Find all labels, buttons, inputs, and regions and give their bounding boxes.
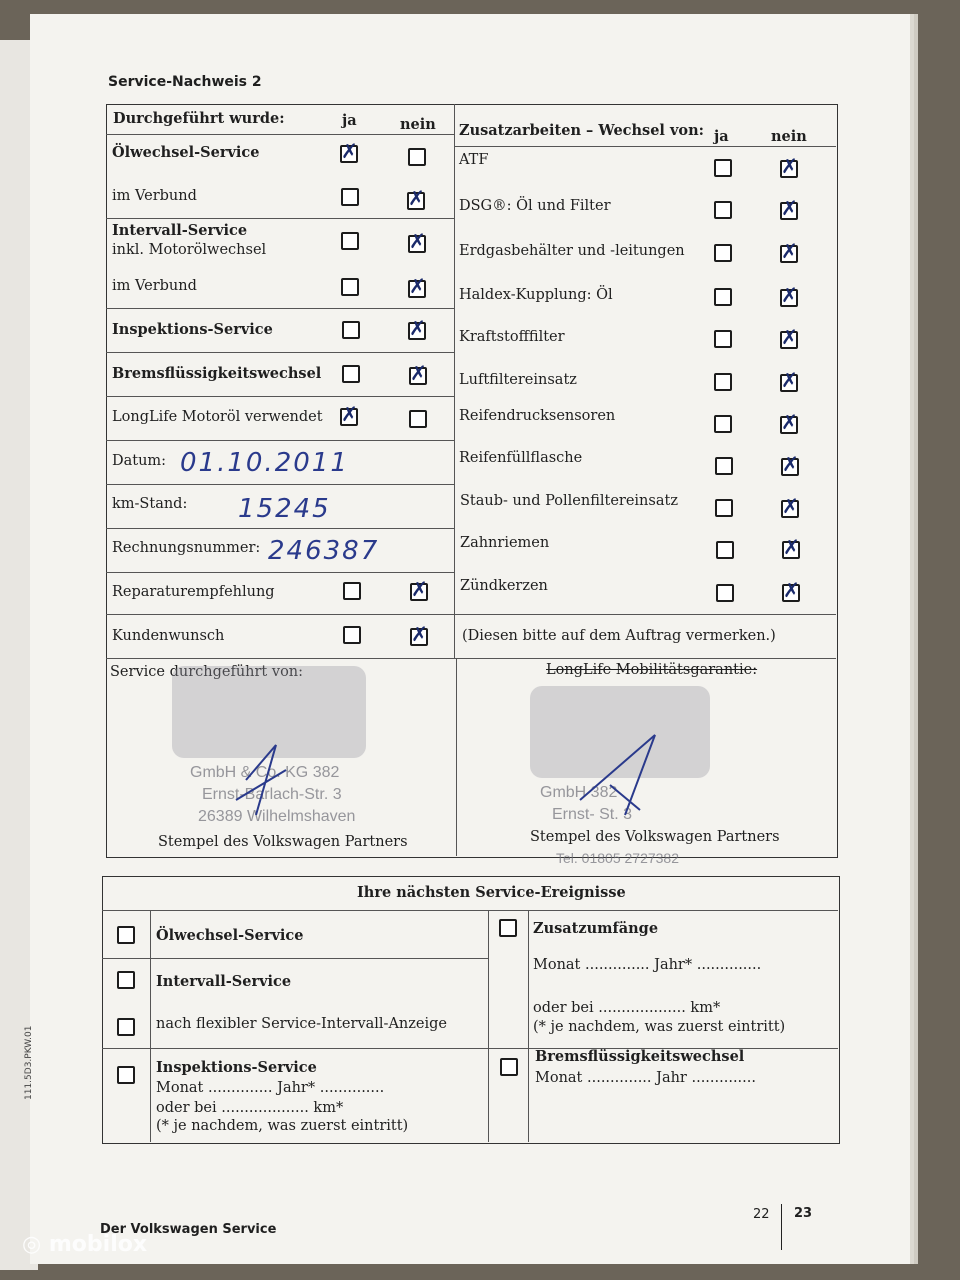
bremsfluessigkeit-ja-checkbox[interactable] [342,365,360,383]
next-intervall-checkbox[interactable] [117,971,135,989]
row-oelwechsel: Ölwechsel-Service [112,144,260,161]
reifendruck-ja-checkbox[interactable] [714,415,732,433]
column-divider [454,104,455,658]
staubfilter-ja-checkbox[interactable] [715,499,733,517]
stamp-right-line2: Ernst- St. 3 [552,806,633,823]
stamp-left-line2: Ernst-Barlach-Str. 3 [202,786,342,803]
luftfilter-ja-checkbox[interactable] [714,373,732,391]
haldex-nein-checkbox[interactable] [780,289,798,307]
zusatz-atf: ATF [459,152,489,168]
next-insp-km: oder bei ................... km* [156,1100,344,1116]
row-inspektion: Inspektions-Service [112,321,273,338]
zusatz-erdgas: Erdgasbehälter und -leitungen [459,243,685,259]
zuendkerzen-nein-checkbox[interactable] [782,584,800,602]
intervall-verbund-nein-checkbox[interactable] [408,280,426,298]
longlife-ja-checkbox[interactable] [340,408,358,426]
dsg-nein-checkbox[interactable] [780,202,798,220]
next-brems-checkbox[interactable] [500,1058,518,1076]
longlife-nein-checkbox[interactable] [409,410,427,428]
kunden-label: Kundenwunsch [112,628,225,644]
staubfilter-nein-checkbox[interactable] [781,500,799,518]
left-nein-header: nein [400,116,436,133]
kunden-nein-checkbox[interactable] [410,628,428,646]
next-oel-checkbox[interactable] [117,926,135,944]
stamp-left-line1: GmbH & Co. KG 382 [190,764,340,781]
stamp-right-line3: Tel. 01805 2727382 [556,850,679,866]
erdgas-ja-checkbox[interactable] [714,244,732,262]
oel-verbund-ja-checkbox[interactable] [341,188,359,206]
row-oel-verbund: im Verbund [112,188,197,204]
kunden-note: (Diesen bitte auf dem Auftrag vermerken.) [462,628,776,644]
zusatz-reifendruck: Reifendrucksensoren [459,408,616,424]
footer-title: Der Volkswagen Service [100,1222,277,1237]
zuendkerzen-ja-checkbox[interactable] [716,584,734,602]
luftfilter-nein-checkbox[interactable] [780,374,798,392]
left-header: Durchgeführt wurde: [113,110,285,127]
service-by-label: Service durchgeführt von: [110,664,304,680]
row-intervall: Intervall-Service [112,222,248,239]
next-flex-label: nach flexibler Service-Intervall-Anzeige [156,1016,447,1032]
reparatur-label: Reparaturempfehlung [112,584,275,600]
next-flex-checkbox[interactable] [117,1018,135,1036]
watermark-text: mobilox [48,1232,148,1257]
next-insp-note: (* je nachdem, was zuerst eintritt) [156,1118,409,1134]
zusatz-zuendkerzen: Zündkerzen [460,578,548,594]
kunden-ja-checkbox[interactable] [343,626,361,644]
next-oel-label: Ölwechsel-Service [156,927,304,944]
stamp-right-line1: GmbH 382 [540,784,618,801]
next-services-title: Ihre nächsten Service-Ereignisse [357,884,626,901]
datum-value: 01.10.2011 [180,448,349,478]
zusatz-haldex: Haldex-Kupplung: Öl [459,287,613,303]
next-insp-label: Inspektions-Service [156,1059,317,1076]
reparatur-ja-checkbox[interactable] [343,582,361,600]
page-number-left: 22 [753,1207,770,1222]
next-zusatz-note: (* je nachdem, was zuerst eintritt) [533,1019,786,1035]
right-ja-header: ja [714,128,729,145]
zusatz-staubfilter: Staub- und Pollenfiltereinsatz [460,493,678,509]
reifenfuell-ja-checkbox[interactable] [715,457,733,475]
datum-label: Datum: [112,453,167,469]
dsg-ja-checkbox[interactable] [714,201,732,219]
next-zusatz-km: oder bei ................... km* [533,1000,721,1016]
kraftstoff-nein-checkbox[interactable] [780,331,798,349]
zahnriemen-ja-checkbox[interactable] [716,541,734,559]
form-code: 111.5D3.PKW.01 [24,1025,34,1100]
page-title: Service-Nachweis 2 [108,74,262,90]
next-intervall-label: Intervall-Service [156,973,292,990]
inspektion-nein-checkbox[interactable] [408,322,426,340]
next-zusatz-monat: Monat .............. Jahr* .............. [533,957,762,973]
row-bremsfluessigkeit: Bremsflüssigkeitswechsel [112,365,322,382]
right-nein-header: nein [771,128,807,145]
rechnung-label: Rechnungsnummer: [112,540,261,556]
zusatz-luftfilter: Luftfiltereinsatz [459,372,577,388]
rechnung-value: 246387 [268,536,380,566]
next-zusatz-checkbox[interactable] [499,919,517,937]
km-value: 15245 [238,494,331,524]
oel-verbund-nein-checkbox[interactable] [407,192,425,210]
bremsfluessigkeit-nein-checkbox[interactable] [409,367,427,385]
next-insp-monat: Monat .............. Jahr* .............. [156,1080,385,1096]
row-intervall-sub: inkl. Motorölwechsel [112,242,267,258]
page-number-right: 23 [794,1206,813,1221]
erdgas-nein-checkbox[interactable] [780,245,798,263]
next-brems-monat: Monat .............. Jahr .............. [535,1070,756,1086]
stamp-right-caption: Stempel des Volkswagen Partners [530,829,780,845]
intervall-ja-checkbox[interactable] [341,232,359,250]
stamp-left-caption: Stempel des Volkswagen Partners [158,834,408,850]
stamp-left-line3: 26389 Wilhelmshaven [198,808,356,825]
next-zusatz-label: Zusatzumfänge [533,920,659,937]
atf-nein-checkbox[interactable] [780,160,798,178]
oelwechsel-nein-checkbox[interactable] [408,148,426,166]
zusatz-kraftstoff: Kraftstofffilter [459,329,565,345]
zahnriemen-nein-checkbox[interactable] [782,541,800,559]
row-intervall-verbund: im Verbund [112,278,197,294]
watermark-icon: ◎ [22,1232,42,1257]
reparatur-nein-checkbox[interactable] [410,583,428,601]
left-ja-header: ja [342,112,357,129]
row-longlife: LongLife Motoröl verwendet [112,409,323,425]
haldex-ja-checkbox[interactable] [714,288,732,306]
signature-right [570,730,670,820]
reifenfuell-nein-checkbox[interactable] [781,458,799,476]
next-insp-checkbox[interactable] [117,1066,135,1084]
atf-ja-checkbox[interactable] [714,159,732,177]
oelwechsel-ja-checkbox[interactable] [340,145,358,163]
intervall-nein-checkbox[interactable] [408,235,426,253]
right-header: Zusatzarbeiten – Wechsel von: [459,122,704,139]
zusatz-reifenfuell: Reifenfüllflasche [459,450,583,466]
kraftstoff-ja-checkbox[interactable] [714,330,732,348]
next-brems-label: Bremsflüssigkeitswechsel [535,1048,745,1065]
intervall-verbund-ja-checkbox[interactable] [341,278,359,296]
km-label: km-Stand: [112,496,188,512]
inspektion-ja-checkbox[interactable] [342,321,360,339]
zusatz-dsg: DSG®: Öl und Filter [459,198,611,214]
watermark [22,1232,147,1257]
signature-left [226,740,296,820]
reifendruck-nein-checkbox[interactable] [780,416,798,434]
zusatz-zahnriemen: Zahnriemen [460,535,550,551]
longlife-garantie-label: LongLife Mobilitätsgarantie: [546,662,758,678]
